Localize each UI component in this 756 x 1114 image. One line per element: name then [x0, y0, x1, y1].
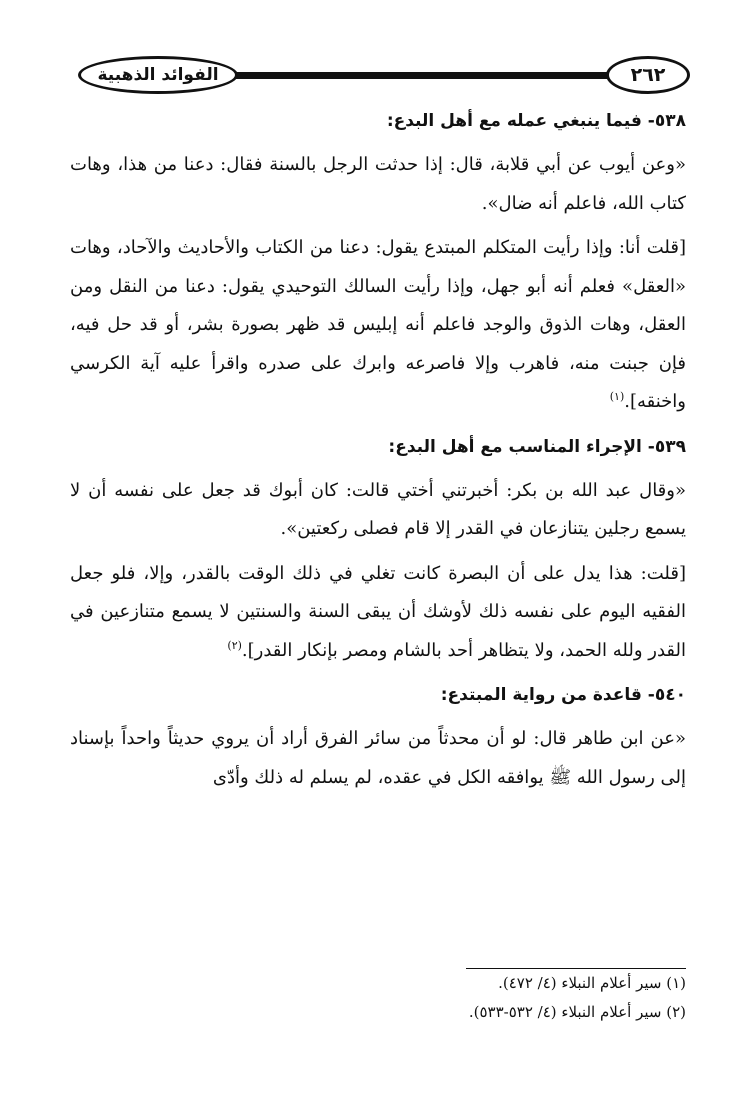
- header-rule: [230, 72, 610, 79]
- running-title: الفوائد الذهبية: [78, 56, 238, 94]
- quote-paragraph: «وقال عبد الله بن بكر: أخبرتني أختي قالت: كان أبوك قد جعل على نفسه أن لا يسمع رجلين يتنازعان في القدر إلا قام فصلى ركعتين».: [70, 479, 686, 539]
- quote-paragraph: «عن ابن طاهر قال: لو أن محدثاً من سائر الفرق أراد أن يروي حديثاً واحداً بإسناد إلى رسول الله ﷺ يوافقه الكل في عقده، لم يسلم له ذلك وأدّى: [70, 728, 686, 788]
- comment-text: [قلت أنا: وإذا رأيت المتكلم المبتدع يقول: دعنا من الكتاب والأحاديث والآحاد، وهات «العقل» فعلم أنه أبو جهل، وإذا رأيت السالك التوحيدي يقول: دعنا من النقل ومن العقل، وهات الذوق والوجد فاعلم أنه إبليس قد ظهر بصورة بشر، أو قد حل فيه، فإن جبنت منه، فاهرب وإلا فاصرعه وابرك على صدره واقرأ عليه آية الكرسي واخنقه].: [70, 237, 686, 412]
- section-heading-540: ٥٤٠- قاعدة من رواية المبتدع:: [440, 685, 686, 705]
- comment-paragraph: [70, 555, 686, 671]
- comment-paragraph: [70, 229, 686, 422]
- section-heading-538: ٥٣٨- فيما ينبغي عمله مع أهل البدع:: [386, 111, 686, 131]
- footnote-2: (٢) سير أعلام النبلاء (٤/ ٥٣٢-٥٣٣).: [468, 1003, 686, 1021]
- section-heading-539: ٥٣٩- الإجراء المناسب مع أهل البدع:: [388, 436, 686, 457]
- quote-paragraph: «وعن أيوب عن أبي قلابة، قال: إذا حدثت الرجل بالسنة فقال: دعنا من هذا، وهات كتاب الله، فاعلم أنه ضال».: [70, 154, 686, 214]
- footnote-1: (١) سير أعلام النبلاء (٤/ ٤٧٢).: [498, 974, 686, 992]
- footnotes: [70, 968, 686, 1027]
- footnote-mark: (١): [609, 390, 625, 403]
- page-header: [70, 50, 690, 102]
- comment-text: [قلت: هذا يدل على أن البصرة كانت تغلي في ذلك الوقت بالقدر، وإلا، فلو جعل الفقيه اليوم على نفسه ذلك لأوشك أن يبقى السنة والسنتين لا يسمع متنازعين في القدر ولله الحمد، ولا يتظاهر أحد بالشام ومصر بإنكار القدر].: [70, 562, 686, 661]
- main-text: [70, 106, 686, 797]
- page-number: ٢٦٢: [606, 56, 690, 94]
- footnote-mark: (٢): [227, 638, 242, 652]
